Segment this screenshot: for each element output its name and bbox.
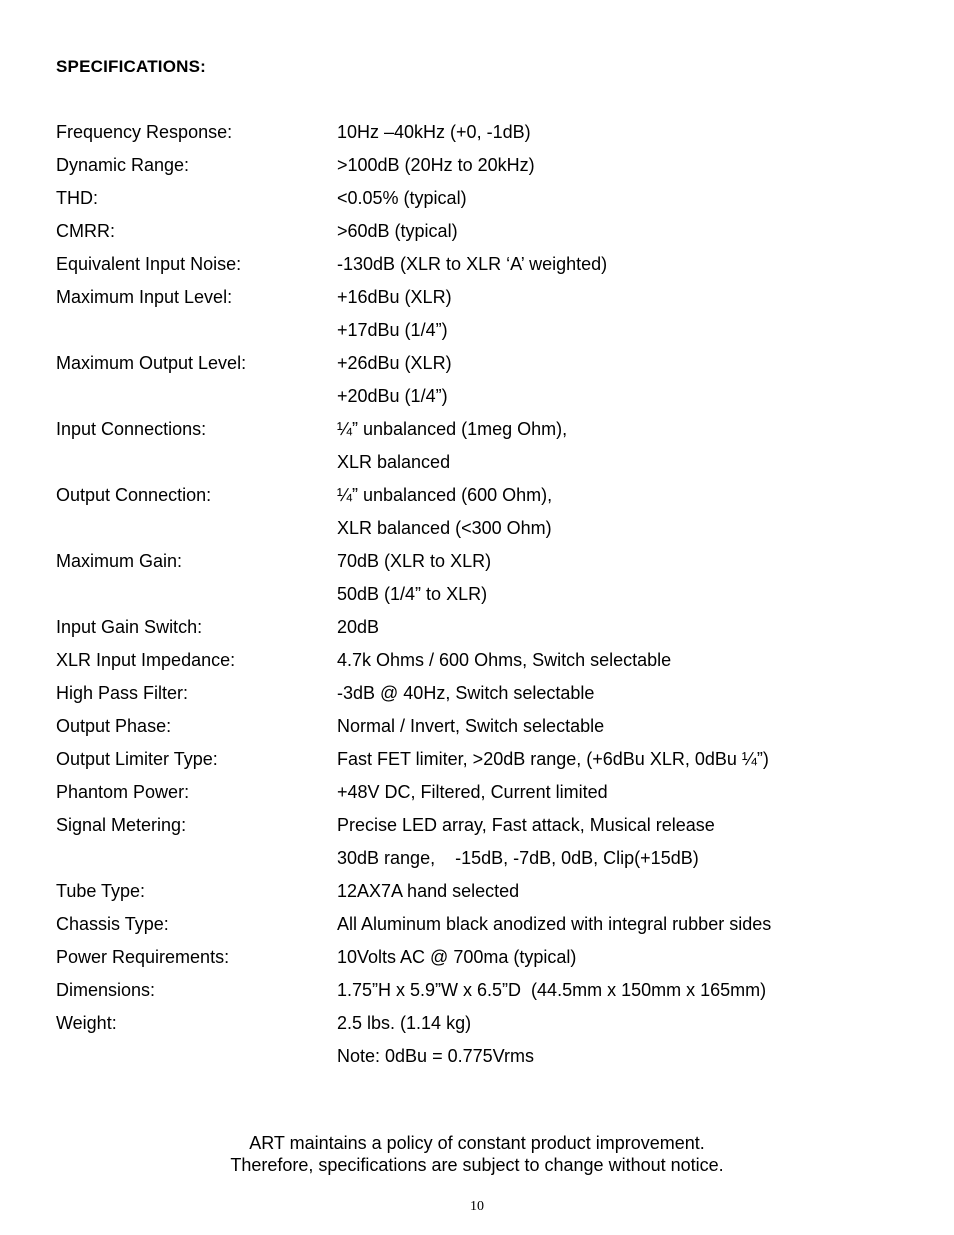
spec-label: Frequency Response: [56,122,233,142]
spec-value: 30dB range, -15dB, -7dB, 0dB, Clip(+15dB) [337,848,699,868]
spec-value: ¼” unbalanced (600 Ohm), [337,485,553,505]
spec-value: 4.7k Ohms / 600 Ohms, Switch selectable [337,650,672,670]
spec-label: Phantom Power: [56,782,190,802]
spec-row [56,347,916,380]
spec-row [56,182,916,215]
spec-row [56,512,916,545]
spec-label: Maximum Input Level: [56,287,233,307]
spec-label: Chassis Type: [56,914,169,934]
spec-value: Normal / Invert, Switch selectable [337,716,605,736]
spec-value: 12AX7A hand selected [337,881,520,901]
spec-value: ¼” unbalanced (1meg Ohm), [337,419,568,439]
spec-value: 20dB [337,617,380,637]
spec-label: Output Connection: [56,485,212,505]
spec-label: Output Limiter Type: [56,749,218,769]
spec-value: 2.5 lbs. (1.14 kg) [337,1013,472,1033]
spec-row [56,281,916,314]
spec-value: +17dBu (1/4”) [337,320,448,340]
spec-value: >100dB (20Hz to 20kHz) [337,155,535,175]
spec-value: XLR balanced [337,452,451,472]
spec-row [56,809,916,842]
spec-label: Maximum Output Level: [56,353,247,373]
spec-row [56,446,916,479]
spec-row [56,149,916,182]
spec-value: 1.75”H x 5.9”W x 6.5”D (44.5mm x 150mm x 165mm) [337,980,767,1000]
spec-label: Tube Type: [56,881,146,901]
spec-label: Dynamic Range: [56,155,190,175]
spec-row [56,974,916,1007]
spec-row [56,215,916,248]
spec-label: THD: [56,188,98,208]
spec-value: -130dB (XLR to XLR ‘A’ weighted) [337,254,608,274]
spec-value: 10Volts AC @ 700ma (typical) [337,947,577,967]
spec-row [56,842,916,875]
spec-row [56,1007,916,1040]
spec-row [56,941,916,974]
spec-label: High Pass Filter: [56,683,189,703]
footer-notice [0,1132,954,1176]
spec-row [56,644,916,677]
spec-label: CMRR: [56,221,115,241]
spec-row [56,314,916,347]
footer-line-2: Therefore, specifications are subject to change without notice. [230,1155,724,1175]
spec-row [56,677,916,710]
spec-value: XLR balanced (<300 Ohm) [337,518,552,538]
spec-row [56,743,916,776]
spec-value: 70dB (XLR to XLR) [337,551,492,571]
spec-row [56,380,916,413]
spec-row [56,1040,916,1073]
spec-label: Input Connections: [56,419,207,439]
spec-row [56,875,916,908]
spec-value: Precise LED array, Fast attack, Musical release [337,815,715,835]
spec-value: All Aluminum black anodized with integral rubber sides [337,914,772,934]
spec-value: +48V DC, Filtered, Current limited [337,782,608,802]
spec-label: Maximum Gain: [56,551,183,571]
spec-value: >60dB (typical) [337,221,458,241]
spec-row [56,116,916,149]
spec-value: +16dBu (XLR) [337,287,452,307]
spec-row [56,578,916,611]
footer-line-1: ART maintains a policy of constant product improvement. [249,1133,705,1153]
spec-row [56,776,916,809]
spec-label: Equivalent Input Noise: [56,254,242,274]
spec-row [56,908,916,941]
spec-value: -3dB @ 40Hz, Switch selectable [337,683,595,703]
spec-row [56,545,916,578]
spec-value: Note: 0dBu = 0.775Vrms [337,1046,534,1066]
spec-label: Power Requirements: [56,947,230,967]
spec-value: +20dBu (1/4”) [337,386,448,406]
spec-row [56,413,916,446]
spec-row [56,710,916,743]
spec-value: 10Hz –40kHz (+0, -1dB) [337,122,531,142]
spec-value: <0.05% (typical) [337,188,467,208]
specifications-list [56,116,916,1073]
spec-value: +26dBu (XLR) [337,353,452,373]
spec-label: Input Gain Switch: [56,617,203,637]
spec-label: XLR Input Impedance: [56,650,236,670]
page-number: 10 [470,1199,484,1214]
spec-row [56,248,916,281]
spec-label: Weight: [56,1013,117,1033]
spec-label: Dimensions: [56,980,156,1000]
spec-row [56,479,916,512]
spec-label: Output Phase: [56,716,172,736]
spec-row [56,611,916,644]
spec-label: Signal Metering: [56,815,187,835]
spec-value: Fast FET limiter, >20dB range, (+6dBu XLR, 0dBu ¼”) [337,749,769,769]
page-title: SPECIFICATIONS: [56,57,207,76]
spec-value: 50dB (1/4” to XLR) [337,584,488,604]
